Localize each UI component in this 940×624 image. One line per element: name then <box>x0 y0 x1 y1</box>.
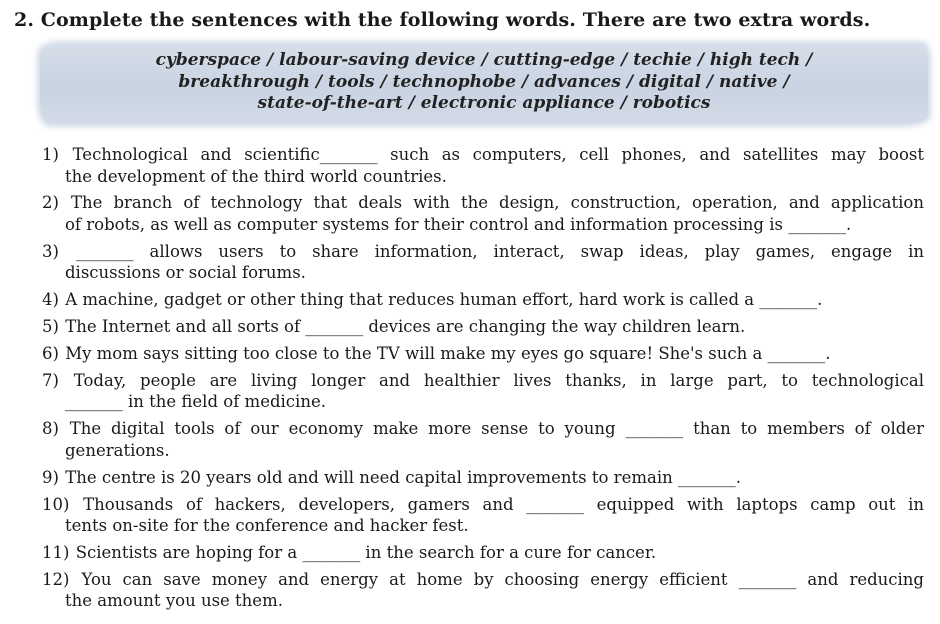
sentence-item <box>40 192 924 235</box>
sentence-number: 12) <box>42 569 70 589</box>
sentence-number: 10) <box>42 494 70 514</box>
sentence-list <box>40 144 924 617</box>
sentence-line-1 <box>40 569 924 591</box>
sentence-text: The centre is 20 years old and will need capital improvements to remain _______. <box>65 467 741 487</box>
sentence-line-1 <box>40 418 924 440</box>
word-box-line: cyberspace / labour-saving device / cutting-edge / techie / high tech / <box>155 50 813 70</box>
sentence-item <box>40 494 924 537</box>
sentence-text: A machine, gadget or other thing that reduces human effort, hard work is called a _______. <box>65 290 823 310</box>
sentence-line-1 <box>40 370 924 392</box>
sentence-text: The digital tools of our economy make more sense to young _______ than to members of older <box>69 419 924 439</box>
sentence-line-2: of robots, as well as computer systems for their control and information processing is _______. <box>65 214 852 234</box>
sentence-line-1 <box>40 241 924 263</box>
sentence-text: Scientists are hoping for a _______ in the search for a cure for cancer. <box>75 542 657 562</box>
sentence-line-2: generations. <box>65 440 170 460</box>
sentence-number: 8) <box>42 419 59 439</box>
sentence-line-1 <box>40 144 924 166</box>
sentence-text: The branch of technology that deals with the design, construction, operation, and application <box>71 193 924 213</box>
sentence-line-1 <box>40 192 924 214</box>
task-title: 2. Complete the sentences with the following words. There are two extra words. <box>14 9 871 31</box>
sentence-text: _______ allows users to share information, interact, swap ideas, play games, engage in <box>75 241 924 261</box>
sentence-text: Today, people are living longer and healthier lives thanks, in large part, to technological <box>73 370 925 390</box>
sentence-line-2: the development of the third world countries. <box>65 166 447 186</box>
word-box-line: breakthrough / tools / technophobe / advances / digital / native / <box>178 71 790 92</box>
sentence-item <box>40 418 924 461</box>
sentence-item <box>40 316 924 338</box>
sentence-number: 2) <box>42 193 59 213</box>
word-box <box>40 50 928 115</box>
sentence-line-2: tents on-site for the conference and hacker fest. <box>65 516 469 536</box>
sentence-number: 3) <box>42 241 59 261</box>
sentence-item <box>40 569 924 612</box>
sentence-item <box>40 289 924 311</box>
sentence-item <box>40 467 924 489</box>
sentence-line-1 <box>40 316 924 338</box>
sentence-number: 1) <box>42 145 59 164</box>
sentence-line-1 <box>40 542 924 564</box>
sentence-line-1 <box>40 289 924 311</box>
sentence-text: You can save money and energy at home by choosing energy efficient _______ and reducing <box>81 569 924 589</box>
sentence-text: The Internet and all sorts of _______ devices are changing the way children learn. <box>65 317 746 337</box>
sentence-text: Thousands of hackers, developers, gamers and _______ equipped with laptops camp out in <box>83 494 925 514</box>
sentence-item <box>40 241 924 284</box>
sentence-number: 4) <box>42 290 59 310</box>
sentence-item <box>40 542 924 564</box>
sentence-item <box>40 343 924 365</box>
sentence-line-1 <box>40 343 924 365</box>
sentence-number: 9) <box>42 467 59 487</box>
sentence-text: My mom says sitting too close to the TV will make my eyes go square! She's such a _______. <box>65 343 831 363</box>
sentence-line-2: discussions or social forums. <box>65 263 306 283</box>
sentence-number: 7) <box>42 370 59 390</box>
sentence-item <box>40 144 924 187</box>
sentence-number: 6) <box>42 343 59 363</box>
sentence-text: Technological and scientific_______ such as computers, cell phones, and satellites may boost <box>72 145 924 164</box>
sentence-line-1 <box>40 494 924 516</box>
sentence-line-2: _______ in the field of medicine. <box>65 392 326 412</box>
sentence-line-1 <box>40 467 924 489</box>
sentence-number: 5) <box>42 317 59 337</box>
sentence-item <box>40 370 924 413</box>
sentence-line-2: the amount you use them. <box>65 591 283 611</box>
word-box-line: state-of-the-art / electronic appliance / robotics <box>257 93 711 113</box>
sentence-number: 11) <box>42 542 70 562</box>
